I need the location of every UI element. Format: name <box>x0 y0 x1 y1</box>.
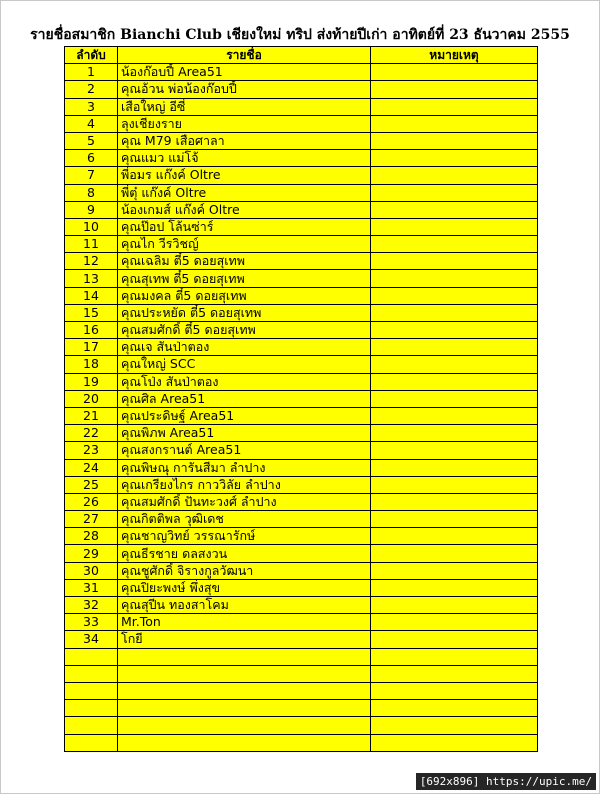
member-name: คุณสมศักดิ์ ปันทะวงศ์ ลำปาง <box>118 493 371 510</box>
member-note <box>371 236 538 253</box>
member-note <box>371 511 538 528</box>
member-note <box>371 304 538 321</box>
table-row <box>65 339 538 356</box>
row-number: 13 <box>65 270 118 287</box>
row-number: 1 <box>65 64 118 81</box>
member-name: คุณปิยะพงษ์ พึ่งสุข <box>118 579 371 596</box>
empty-cell <box>371 717 538 734</box>
empty-cell <box>118 648 371 665</box>
member-name: คุณเฉลิม ตี๋5 ดอยสุเทพ <box>118 253 371 270</box>
member-note <box>371 270 538 287</box>
member-note <box>371 253 538 270</box>
member-name: คุณสุเทพ ตี๋5 ดอยสุเทพ <box>118 270 371 287</box>
image-size-watermark: [692x896] https://upic.me/ <box>416 773 596 790</box>
table-row <box>65 459 538 476</box>
member-name: คุณ M79 เสือศาลา <box>118 132 371 149</box>
row-number: 5 <box>65 132 118 149</box>
member-note <box>371 356 538 373</box>
table-row <box>65 545 538 562</box>
empty-cell <box>371 734 538 751</box>
row-number: 33 <box>65 614 118 631</box>
table-row <box>65 476 538 493</box>
member-note <box>371 150 538 167</box>
member-note <box>371 322 538 339</box>
empty-cell <box>118 665 371 682</box>
row-number: 10 <box>65 218 118 235</box>
sheet-title: รายชื่อสมาชิก Bianchi Club เชียงใหม่ ทริป ส่งท้ายปีเก่า อาทิตย์ที่ 23 ธันวาคม 2555 <box>30 27 570 43</box>
table-row <box>65 442 538 459</box>
empty-cell <box>371 682 538 699</box>
member-name: คุณแมว แม่โจ้ <box>118 150 371 167</box>
member-name: คุณสมศักดิ์ ตี๋5 ดอยสุเทพ <box>118 322 371 339</box>
empty-row <box>65 682 538 699</box>
row-number: 21 <box>65 407 118 424</box>
table-row <box>65 597 538 614</box>
member-name: คุณไก วีรวิชญ์ <box>118 236 371 253</box>
member-note <box>371 64 538 81</box>
empty-cell <box>65 734 118 751</box>
table-row <box>65 322 538 339</box>
row-number: 4 <box>65 115 118 132</box>
row-number: 22 <box>65 425 118 442</box>
member-name: คุณใหญ่ SCC <box>118 356 371 373</box>
table-row <box>65 562 538 579</box>
table-row <box>65 614 538 631</box>
member-note <box>371 287 538 304</box>
empty-row <box>65 648 538 665</box>
member-note <box>371 339 538 356</box>
table-row <box>65 236 538 253</box>
row-number: 20 <box>65 390 118 407</box>
row-number: 25 <box>65 476 118 493</box>
row-number: 3 <box>65 98 118 115</box>
member-name: คุณป๊อป โล้นซ่าร์ <box>118 218 371 235</box>
row-number: 23 <box>65 442 118 459</box>
member-name: คุณประหยัด ตี๋5 ดอยสุเทพ <box>118 304 371 321</box>
member-name: คุณอ้วน พ่อน้องก๊อบปี้ <box>118 81 371 98</box>
member-note <box>371 493 538 510</box>
member-name: น้องก๊อบปี้ Area51 <box>118 64 371 81</box>
empty-cell <box>65 665 118 682</box>
member-note <box>371 476 538 493</box>
table-row <box>65 115 538 132</box>
empty-cell <box>65 700 118 717</box>
empty-row <box>65 665 538 682</box>
table-row <box>65 356 538 373</box>
empty-cell <box>118 717 371 734</box>
empty-cell <box>371 700 538 717</box>
member-name: คุณเจ สันป่าตอง <box>118 339 371 356</box>
member-name: คุณสุปีน ทองสาโคม <box>118 597 371 614</box>
row-number: 2 <box>65 81 118 98</box>
row-number: 11 <box>65 236 118 253</box>
member-name: คุณพิษณุ การันสีมา ลำปาง <box>118 459 371 476</box>
empty-row <box>65 717 538 734</box>
row-number: 15 <box>65 304 118 321</box>
table-row <box>65 64 538 81</box>
member-name: เสือใหญ่ อีซี่ <box>118 98 371 115</box>
row-number: 34 <box>65 631 118 648</box>
member-name: คุณกิตติพล วุฒิเดช <box>118 511 371 528</box>
member-note <box>371 459 538 476</box>
row-number: 9 <box>65 201 118 218</box>
empty-cell <box>118 700 371 717</box>
member-name: ลุงเชียงราย <box>118 115 371 132</box>
member-note <box>371 373 538 390</box>
table-row <box>65 98 538 115</box>
member-note <box>371 597 538 614</box>
table-row <box>65 579 538 596</box>
member-note <box>371 528 538 545</box>
row-number: 32 <box>65 597 118 614</box>
table-row <box>65 407 538 424</box>
member-name: Mr.Ton <box>118 614 371 631</box>
member-note <box>371 562 538 579</box>
member-name: คุณประดิษฐ์ Area51 <box>118 407 371 424</box>
table-row <box>65 425 538 442</box>
member-note <box>371 545 538 562</box>
member-note <box>371 167 538 184</box>
empty-row <box>65 700 538 717</box>
member-note <box>371 218 538 235</box>
member-note <box>371 201 538 218</box>
empty-cell <box>118 682 371 699</box>
member-name: คุณธีรชาย ดลสงวน <box>118 545 371 562</box>
row-number: 8 <box>65 184 118 201</box>
member-note <box>371 579 538 596</box>
member-note <box>371 132 538 149</box>
member-name: พี่ตุ๋ แก๊งค์ Oltre <box>118 184 371 201</box>
header-name: รายชื่อ <box>118 47 371 64</box>
member-name: คุณพิภพ Area51 <box>118 425 371 442</box>
member-note <box>371 631 538 648</box>
table-row <box>65 373 538 390</box>
row-number: 26 <box>65 493 118 510</box>
member-note <box>371 442 538 459</box>
row-number: 6 <box>65 150 118 167</box>
member-name: พี่อมร แก๊งค์ Oltre <box>118 167 371 184</box>
table-row <box>65 167 538 184</box>
table-row <box>65 184 538 201</box>
header-note: หมายเหตุ <box>371 47 538 64</box>
table-row <box>65 287 538 304</box>
table-row <box>65 253 538 270</box>
member-name: คุณชาญวิทย์ วรรณารักษ์ <box>118 528 371 545</box>
table-row <box>65 218 538 235</box>
row-number: 16 <box>65 322 118 339</box>
row-number: 18 <box>65 356 118 373</box>
header-no: ลำดับ <box>65 47 118 64</box>
table-row <box>65 304 538 321</box>
empty-cell <box>65 717 118 734</box>
table-row <box>65 150 538 167</box>
empty-cell <box>118 734 371 751</box>
member-name: คุณมงคล ตี๋5 ดอยสุเทพ <box>118 287 371 304</box>
member-note <box>371 425 538 442</box>
member-name: คุณชูศักดิ์ จิรางกูลวัฒนา <box>118 562 371 579</box>
row-number: 31 <box>65 579 118 596</box>
member-note <box>371 614 538 631</box>
member-name: คุณสงกรานต์ Area51 <box>118 442 371 459</box>
table-row <box>65 390 538 407</box>
member-name: คุณศิล Area51 <box>118 390 371 407</box>
empty-cell <box>65 682 118 699</box>
empty-cell <box>371 648 538 665</box>
table-row <box>65 631 538 648</box>
empty-cell <box>371 665 538 682</box>
table-row <box>65 81 538 98</box>
row-number: 12 <box>65 253 118 270</box>
member-name: โกยี <box>118 631 371 648</box>
table-row <box>65 493 538 510</box>
member-note <box>371 81 538 98</box>
row-number: 19 <box>65 373 118 390</box>
member-name: คุณโป่ง สันป่าตอง <box>118 373 371 390</box>
member-note <box>371 115 538 132</box>
row-number: 27 <box>65 511 118 528</box>
member-name: น้องเกมส์ แก๊งค์ Oltre <box>118 201 371 218</box>
row-number: 30 <box>65 562 118 579</box>
member-name: คุณเกรียงไกร กาววิลัย ลำปาง <box>118 476 371 493</box>
header-row <box>65 47 538 64</box>
empty-row <box>65 734 538 751</box>
row-number: 7 <box>65 167 118 184</box>
empty-cell <box>65 648 118 665</box>
member-note <box>371 390 538 407</box>
row-number: 24 <box>65 459 118 476</box>
table-row <box>65 511 538 528</box>
table-row <box>65 270 538 287</box>
table-body <box>65 64 538 752</box>
table-row <box>65 201 538 218</box>
row-number: 29 <box>65 545 118 562</box>
member-note <box>371 184 538 201</box>
row-number: 28 <box>65 528 118 545</box>
member-table <box>64 46 538 752</box>
row-number: 17 <box>65 339 118 356</box>
table-row <box>65 528 538 545</box>
member-note <box>371 98 538 115</box>
member-note <box>371 407 538 424</box>
table-row <box>65 132 538 149</box>
row-number: 14 <box>65 287 118 304</box>
